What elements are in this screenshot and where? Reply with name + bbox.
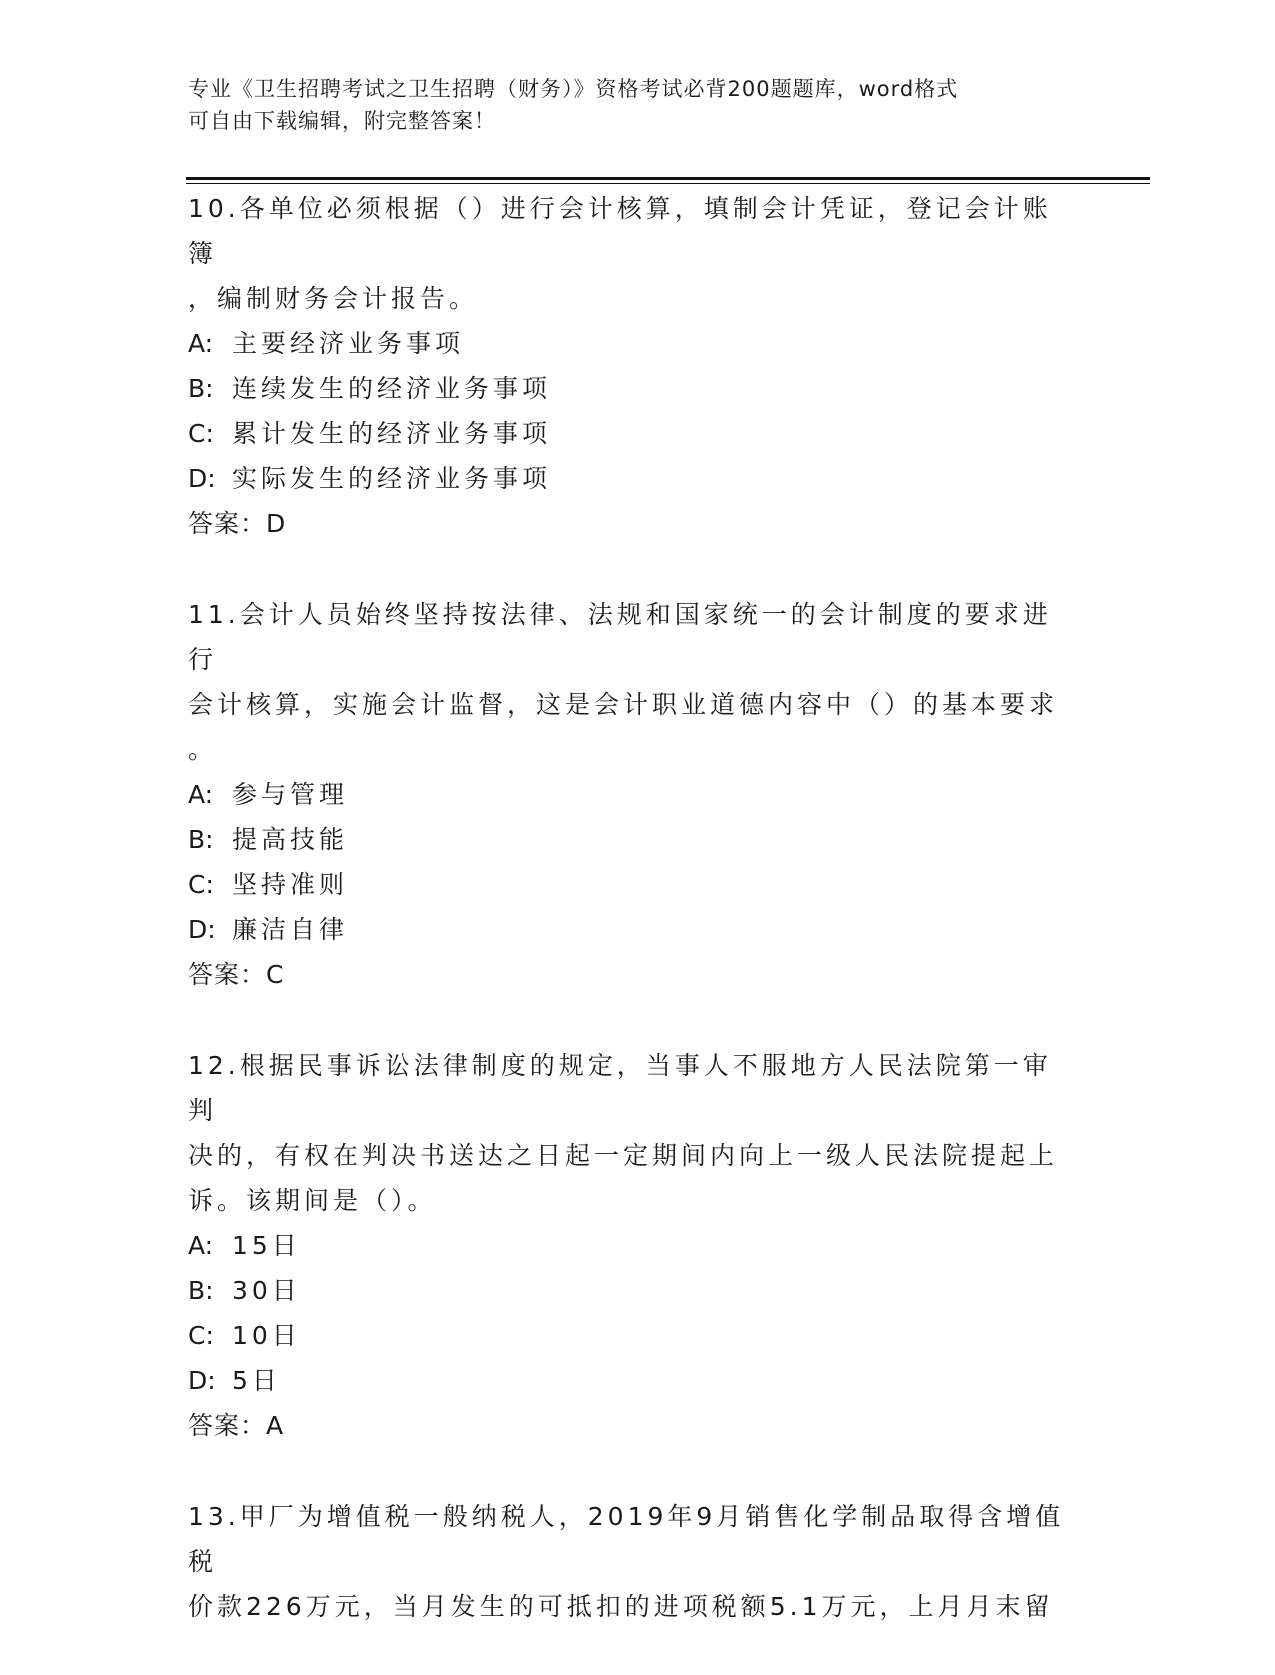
option-key: A: (188, 329, 214, 358)
question-stem-line: 12.根据民事诉讼法律制度的规定，当事人不服地方人民法院第一审判 (188, 1051, 1052, 1125)
question-11 (188, 592, 1078, 997)
option-key: C: (188, 870, 214, 899)
option-d (188, 907, 1078, 952)
question-10 (188, 186, 1078, 546)
answer-line: 答案：D (188, 509, 287, 538)
header-rule-thick (186, 177, 1150, 180)
question-stem-line: 13.甲厂为增值税一般纳税人，2019年9月销售化学制品取得含增值税 (188, 1502, 1065, 1576)
option-key: C: (188, 419, 214, 448)
option-key: B: (188, 374, 214, 403)
question-stem-line: 诉。该期间是（）。 (188, 1186, 437, 1215)
option-text: 累计发生的经济业务事项 (232, 419, 552, 448)
option-b (188, 1268, 1078, 1313)
option-text: 坚持准则 (232, 870, 349, 899)
question-13 (188, 1494, 1078, 1629)
option-key: B: (188, 1276, 214, 1305)
option-key: C: (188, 1321, 214, 1350)
header-line-1: 专业《卫生招聘考试之卫生招聘（财务）》资格考试必背200题题库，word格式 (188, 77, 959, 101)
option-c (188, 862, 1078, 907)
option-d (188, 456, 1078, 501)
option-text: 廉洁自律 (232, 915, 349, 944)
option-text: 15日 (232, 1231, 301, 1260)
option-key: D: (188, 1366, 216, 1395)
question-stem-line: 10.各单位必须根据（）进行会计核算，填制会计凭证，登记会计账簿 (188, 194, 1052, 268)
option-a (188, 1223, 1078, 1268)
question-stem-line: 价款226万元，当月发生的可抵扣的进项税额5.1万元，上月月末留 (188, 1592, 1054, 1621)
question-12 (188, 1043, 1078, 1448)
option-b (188, 817, 1078, 862)
option-key: A: (188, 780, 214, 809)
header-line-2: 可自由下载编辑，附完整答案！ (188, 109, 496, 133)
option-a (188, 772, 1078, 817)
option-d (188, 1358, 1078, 1403)
option-c (188, 411, 1078, 456)
option-text: 10日 (232, 1321, 301, 1350)
option-a (188, 321, 1078, 366)
option-key: D: (188, 915, 216, 944)
option-c (188, 1313, 1078, 1358)
option-b (188, 366, 1078, 411)
question-stem-line: 会计核算，实施会计监督，这是会计职业道德内容中（）的基本要求 (188, 690, 1059, 719)
option-text: 5日 (232, 1366, 281, 1395)
option-text: 参与管理 (232, 780, 349, 809)
option-key: A: (188, 1231, 214, 1260)
answer-line: 答案：A (188, 1411, 285, 1440)
option-key: B: (188, 825, 214, 854)
option-text: 实际发生的经济业务事项 (232, 464, 552, 493)
question-stem-line: 决的，有权在判决书送达之日起一定期间内向上一级人民法院提起上 (188, 1141, 1059, 1170)
option-text: 主要经济业务事项 (232, 329, 465, 358)
header-rule-thin (186, 183, 1150, 184)
answer-line: 答案：C (188, 960, 285, 989)
option-key: D: (188, 464, 216, 493)
question-list (188, 186, 1078, 1675)
question-stem-line: 11.会计人员始终坚持按法律、法规和国家统一的会计制度的要求进行 (188, 600, 1052, 674)
document-header (188, 73, 1068, 137)
question-stem-line: 。 (188, 735, 218, 764)
question-stem-line: ，编制财务会计报告。 (188, 284, 479, 313)
option-text: 提高技能 (232, 825, 349, 854)
option-text: 连续发生的经济业务事项 (232, 374, 552, 403)
option-text: 30日 (232, 1276, 301, 1305)
